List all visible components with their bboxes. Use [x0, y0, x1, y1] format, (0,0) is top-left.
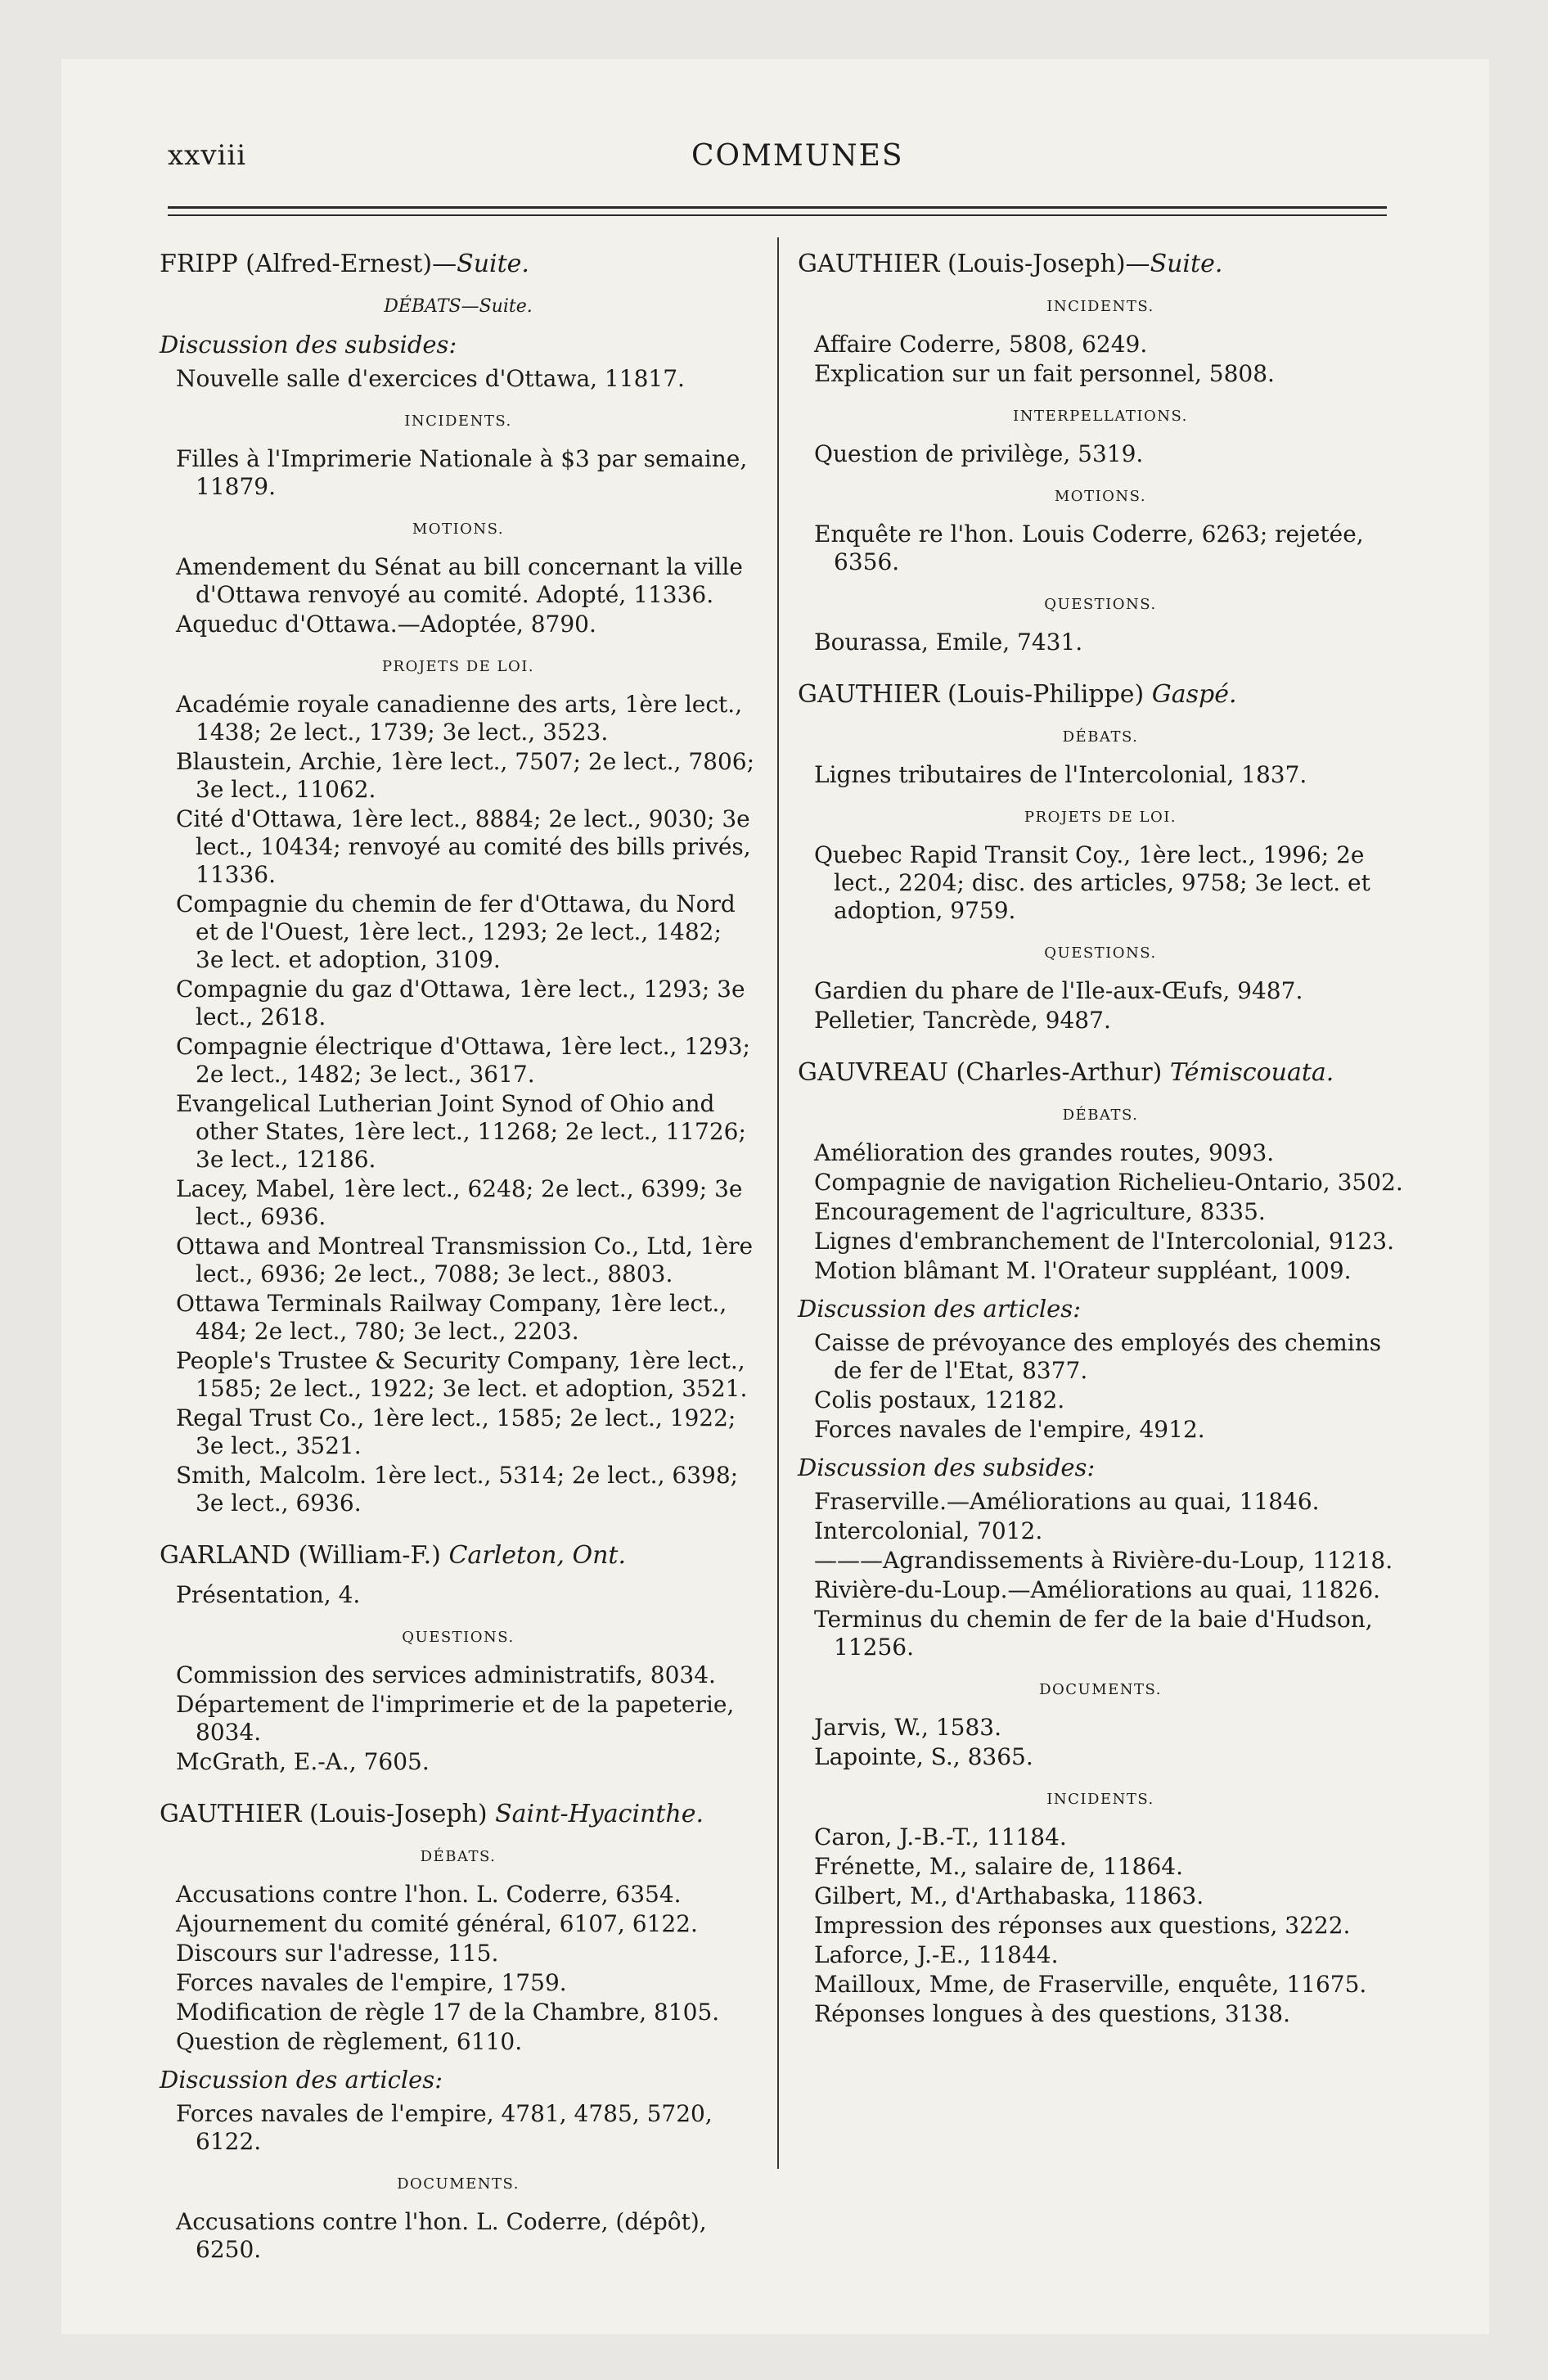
index-item: Forces navales de l'empire, 1759. [176, 1969, 567, 1996]
section-label: DÉBATS. [1062, 1107, 1139, 1124]
index-item: Affaire Coderre, 5808, 6249. [814, 331, 1148, 358]
index-item: Compagnie de navigation Richelieu-Ontario, 3502. [814, 1169, 1403, 1196]
header-rule [168, 206, 1387, 209]
index-item: Lignes tributaires de l'Intercolonial, 1837. [814, 761, 1307, 788]
section-label: PROJETS DE LOI. [1024, 809, 1177, 826]
index-item: Terminus du chemin de fer de la baie d'Hudson, 11256. [814, 1606, 1373, 1661]
index-item: Impression des réponses aux questions, 3222. [814, 1912, 1351, 1939]
entry-heading: GAUTHIER (Louis-Philippe) Gaspé. [798, 680, 1237, 709]
entry-heading: FRIPP (Alfred-Ernest)—Suite. [160, 250, 529, 278]
index-item: Amendement du Sénat au bill concernant la ville d'Ottawa renvoyé au comité. Adopté, 11336. [176, 553, 743, 608]
index-item: ———Agrandissements à Rivière-du-Loup, 11218. [814, 1547, 1393, 1574]
index-item: Gilbert, M., d'Arthabaska, 11863. [814, 1882, 1204, 1909]
index-item: Ottawa and Montreal Transmission Co., Ltd, 1ère lect., 6936; 2e lect., 7088; 3e lect., 8803. [176, 1233, 754, 1287]
index-item: Motion blâmant M. l'Orateur suppléant, 1009. [814, 1257, 1352, 1284]
running-title: COMMUNES [691, 139, 904, 173]
index-item: Explication sur un fait personnel, 5808. [814, 360, 1275, 387]
spacer [798, 1036, 1403, 1054]
index-item: Gardien du phare de l'Ile-aux-Œufs, 9487. [814, 977, 1303, 1004]
subsection-label: Discussion des subsides: [160, 331, 457, 358]
section-label: MOTIONS. [412, 521, 505, 538]
index-item: Question de règlement, 6110. [176, 2028, 523, 2055]
entry-heading: GAUTHIER (Louis-Joseph)—Suite. [798, 250, 1223, 278]
index-item: People's Trustee & Security Company, 1ère lect., 1585; 2e lect., 1922; 3e lect. et adoption, 3521. [176, 1347, 748, 1402]
index-item: Lignes d'embranchement de l'Intercolonial, 9123. [814, 1228, 1395, 1255]
index-item: Modification de règle 17 de la Chambre, 8105. [176, 1999, 720, 2026]
index-item: Compagnie du gaz d'Ottawa, 1ère lect., 1293; 3e lect., 2618. [176, 976, 745, 1030]
column-divider [777, 237, 779, 2169]
index-item: Discours sur l'adresse, 115. [176, 1940, 499, 1967]
entry-heading: GAUVREAU (Charles-Arthur) Témiscouata. [798, 1058, 1334, 1087]
index-item: Intercolonial, 7012. [814, 1517, 1043, 1544]
right-column [798, 246, 1403, 2030]
index-item: Accusations contre l'hon. L. Coderre, (dépôt), 6250. [176, 2208, 707, 2263]
index-item: Lacey, Mabel, 1ère lect., 6248; 2e lect., 6399; 3e lect., 6936. [176, 1175, 743, 1230]
index-item: Question de privilège, 5319. [814, 440, 1144, 467]
section-label: QUESTIONS. [402, 1629, 515, 1646]
index-item: Compagnie du chemin de fer d'Ottawa, du Nord et de l'Ouest, 1ère lect., 1293; 2e lect., 1482; 3e lect. et adoption, 3109. [176, 890, 736, 973]
header-rule-thin [168, 214, 1387, 216]
index-item: Evangelical Lutherian Joint Synod of Ohio and other States, 1ère lect., 11268; 2e lect., 11726; 3e lect., 12186. [176, 1090, 746, 1173]
index-item: Smith, Malcolm. 1ère lect., 5314; 2e lect., 6398; 3e lect., 6936. [176, 1462, 739, 1517]
index-item: Amélioration des grandes routes, 9093. [814, 1139, 1275, 1166]
page-header [168, 139, 1387, 180]
index-item: Frénette, M., salaire de, 11864. [814, 1853, 1184, 1880]
entry-heading: GARLAND (William-F.) Carleton, Ont. [160, 1541, 626, 1570]
subsection-label: Discussion des articles: [160, 2066, 443, 2094]
spacer [160, 1778, 757, 1796]
index-item: Forces navales de l'empire, 4912. [814, 1416, 1205, 1443]
section-label: DÉBATS. [420, 1848, 497, 1865]
index-item: Enquête re l'hon. Louis Coderre, 6263; rejetée, 6356. [814, 521, 1364, 575]
section-label: DOCUMENTS. [397, 2175, 520, 2193]
section-label: INCIDENTS. [1046, 1791, 1154, 1808]
index-item: Filles à l'Imprimerie Nationale à $3 par semaine, 11879. [176, 445, 748, 500]
index-item: Accusations contre l'hon. L. Coderre, 6354. [176, 1881, 682, 1908]
spacer [160, 1519, 757, 1537]
index-item: Bourassa, Emile, 7431. [814, 629, 1083, 656]
index-item: Blaustein, Archie, 1ère lect., 7507; 2e lect., 7806; 3e lect., 11062. [176, 748, 755, 803]
index-item: Colis postaux, 12182. [814, 1386, 1065, 1413]
section-label: QUESTIONS. [1044, 944, 1157, 962]
index-item: Pelletier, Tancrède, 9487. [814, 1007, 1111, 1034]
index-item: Caron, J.-B.-T., 11184. [814, 1823, 1067, 1850]
index-item: Ajournement du comité général, 6107, 6122. [176, 1910, 698, 1937]
index-item: Département de l'imprimerie et de la papeterie, 8034. [176, 1691, 735, 1746]
index-item: Cité d'Ottawa, 1ère lect., 8884; 2e lect., 9030; 3e lect., 10434; renvoyé au comité des bills privés, 11336. [176, 805, 751, 888]
section-label: INTERPELLATIONS. [1013, 408, 1188, 425]
index-item: Compagnie électrique d'Ottawa, 1ère lect., 1293; 2e lect., 1482; 3e lect., 3617. [176, 1033, 750, 1088]
index-item: Encouragement de l'agriculture, 8335. [814, 1198, 1266, 1225]
index-item: Réponses longues à des questions, 3138. [814, 2000, 1290, 2027]
index-item: Fraserville.—Améliorations au quai, 11846. [814, 1488, 1320, 1515]
index-item: Rivière-du-Loup.—Améliorations au quai, 11826. [814, 1576, 1381, 1603]
section-label: DÉBATS—Suite. [384, 296, 533, 317]
index-item: Regal Trust Co., 1ère lect., 1585; 2e lect., 1922; 3e lect., 3521. [176, 1404, 736, 1459]
index-item: Ottawa Terminals Railway Company, 1ère lect., 484; 2e lect., 780; 3e lect., 2203. [176, 1290, 727, 1345]
entry-heading: GAUTHIER (Louis-Joseph) Saint-Hyacinthe. [160, 1800, 704, 1828]
index-item: McGrath, E.-A., 7605. [176, 1748, 430, 1775]
section-label: DOCUMENTS. [1039, 1681, 1162, 1698]
index-item: Caisse de prévoyance des employés des chemins de fer de l'Etat, 8377. [814, 1329, 1382, 1384]
index-item: Laforce, J.-E., 11844. [814, 1941, 1059, 1968]
section-label: INCIDENTS. [404, 412, 512, 430]
index-item: Mailloux, Mme, de Fraserville, enquête, 11675. [814, 1971, 1367, 1998]
index-item: Présentation, 4. [176, 1581, 361, 1608]
subsection-label: Discussion des subsides: [798, 1454, 1096, 1481]
index-item: Aqueduc d'Ottawa.—Adoptée, 8790. [176, 611, 596, 638]
index-item: Nouvelle salle d'exercices d'Ottawa, 11817. [176, 365, 685, 392]
section-label: MOTIONS. [1054, 488, 1147, 505]
section-label: INCIDENTS. [1046, 298, 1154, 315]
index-item: Commission des services administratifs, 8034. [176, 1661, 716, 1688]
spacer [798, 658, 1403, 676]
index-item: Lapointe, S., 8365. [814, 1743, 1033, 1770]
section-label: PROJETS DE LOI. [381, 658, 535, 675]
section-label: QUESTIONS. [1044, 596, 1157, 613]
index-item: Quebec Rapid Transit Coy., 1ère lect., 1996; 2e lect., 2204; disc. des articles, 9758; 3e lect. et adoption, 9759. [814, 841, 1370, 924]
left-column [160, 246, 757, 2265]
index-item: Forces navales de l'empire, 4781, 4785, 5720, 6122. [176, 2100, 713, 2155]
page-number: xxviii [168, 139, 247, 172]
index-item: Académie royale canadienne des arts, 1ère lect., 1438; 2e lect., 1739; 3e lect., 3523. [176, 691, 743, 746]
section-label: DÉBATS. [1062, 728, 1139, 746]
subsection-label: Discussion des articles: [798, 1295, 1081, 1323]
index-item: Jarvis, W., 1583. [814, 1714, 1001, 1741]
